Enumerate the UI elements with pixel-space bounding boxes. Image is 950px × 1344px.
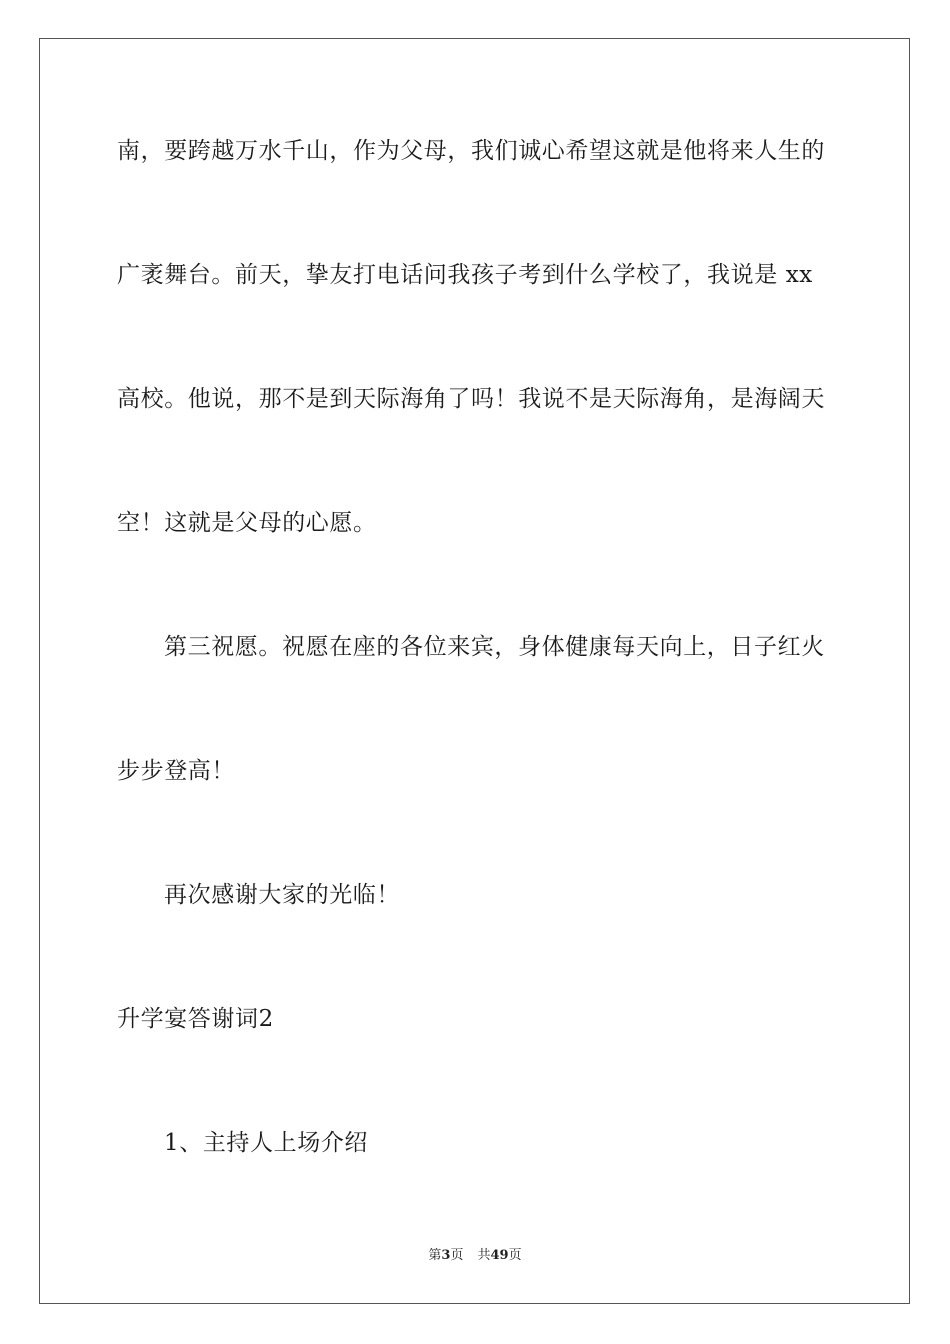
section-heading: 升学宴答谢词2 bbox=[117, 1006, 274, 1032]
page-suffix: 页 bbox=[450, 1248, 464, 1263]
body-text-line: 高校。他说，那不是到天际海角了吗！我说不是天际海角，是海阔天 bbox=[117, 386, 825, 412]
total-suffix: 页 bbox=[508, 1248, 522, 1263]
page-border bbox=[39, 38, 910, 1304]
page-number: 3 bbox=[441, 1248, 451, 1263]
body-text-line: 第三祝愿。祝愿在座的各位来宾，身体健康每天向上，日子红火 bbox=[164, 634, 825, 660]
body-text-line: 步步登高！ bbox=[117, 758, 235, 784]
body-text-line: 再次感谢大家的光临！ bbox=[164, 882, 400, 908]
list-item: 1、主持人上场介绍 bbox=[164, 1130, 369, 1156]
total-prefix: 共 bbox=[477, 1248, 491, 1263]
total-pages: 49 bbox=[490, 1248, 509, 1263]
body-text-line: 广袤舞台。前天，挚友打电话问我孩子考到什么学校了，我说是 xx bbox=[117, 262, 813, 288]
body-text-line: 空！这就是父母的心愿。 bbox=[117, 510, 377, 536]
body-text-line: 南，要跨越万水千山，作为父母，我们诚心希望这就是他将来人生的 bbox=[117, 138, 825, 164]
page-footer bbox=[0, 1247, 950, 1265]
page-prefix: 第 bbox=[428, 1248, 442, 1263]
